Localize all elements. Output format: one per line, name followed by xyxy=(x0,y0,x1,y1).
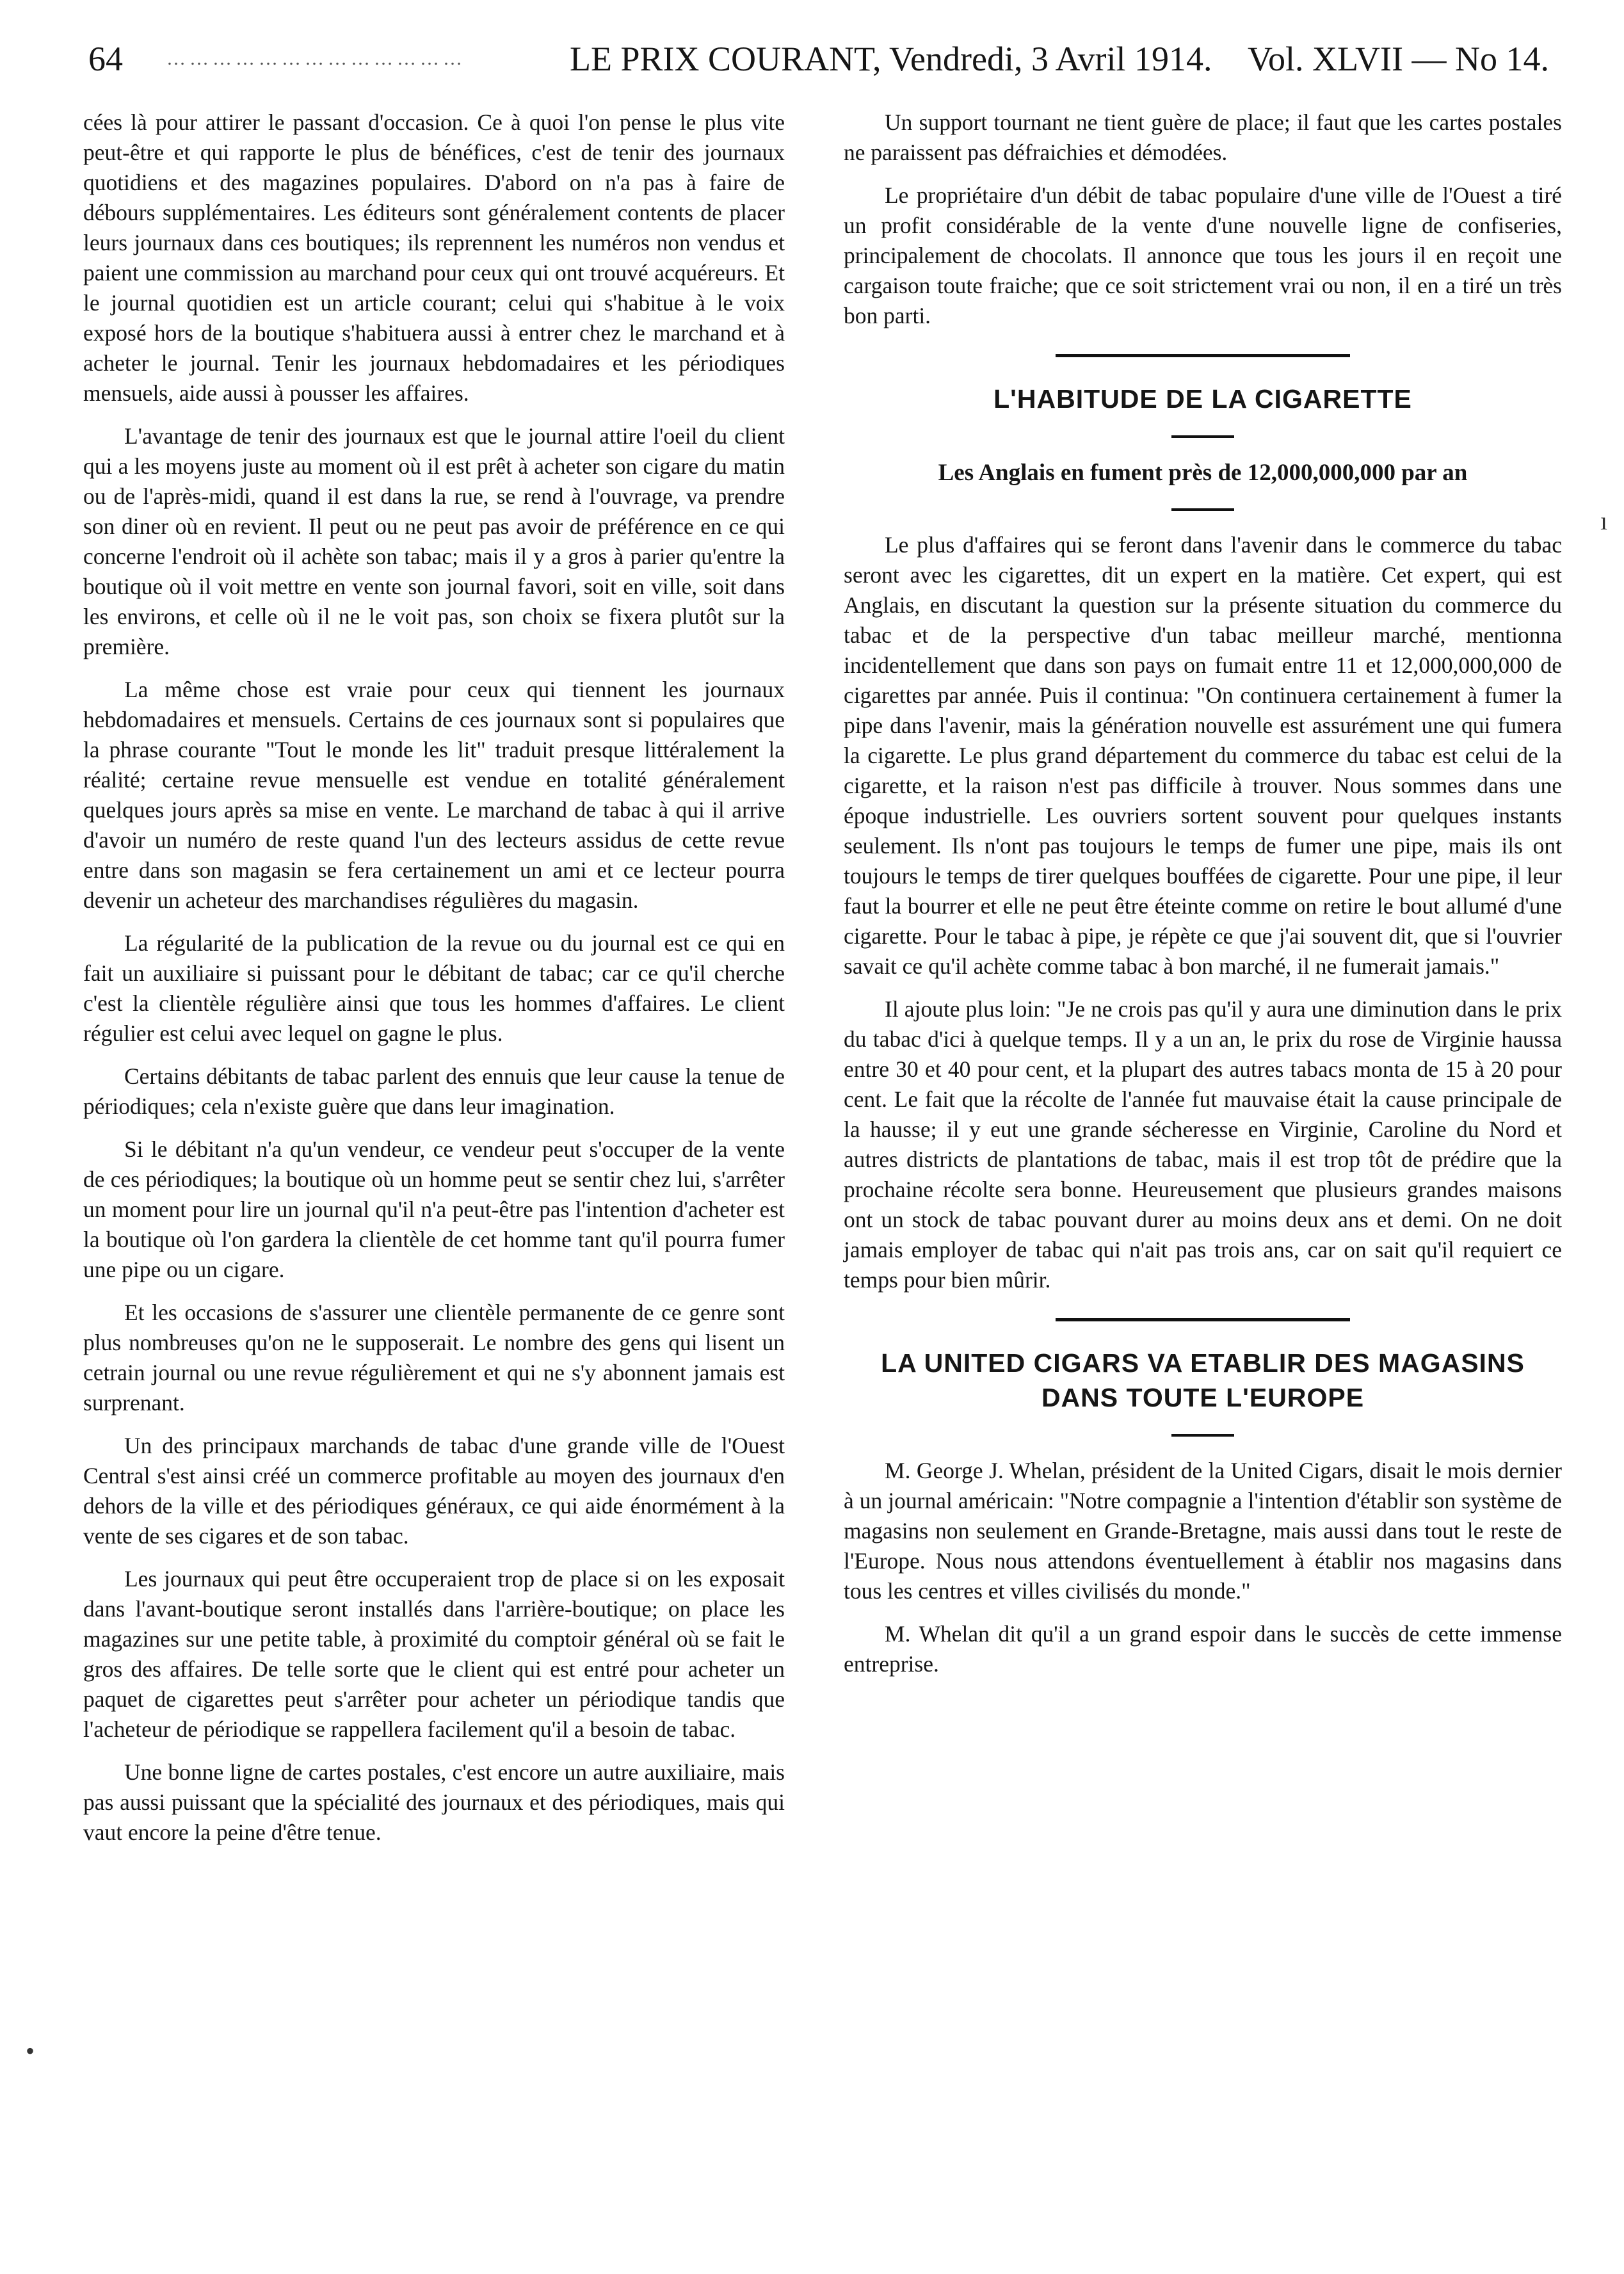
paragraph: Si le débitant n'a qu'un vendeur, ce vendeur peut s'occuper de la vente de ces périodiques; la boutique où un homme peut se sentir chez lui, s'arrêter un moment pour lire un journal qu'il n'a peut-être pas l'intention d'acheter est la boutique où l'on gardera la clientèle de cet homme tant qu'il pourra fumer une pipe ou un cigare. xyxy=(83,1136,785,1282)
paragraph: Une bonne ligne de cartes postales, c'est encore un autre auxiliaire, mais pas aussi puissant que la spécialité des journaux et des périodiques, mais qui vaut encore la peine d'être tenue. xyxy=(83,1759,785,1845)
article-title-line: LA UNITED CIGARS VA ETABLIR DES MAGASINS xyxy=(881,1348,1525,1378)
paragraph: La régularité de la publication de la revue ou du journal est ce qui en fait un auxiliaire si puissant pour le débitant de tabac; car ce qu'il cherche c'est la clientèle régulière ainsi que tous les hommes d'affaires. Le client régulier est celui avec lequel on gagne le plus. xyxy=(83,930,785,1046)
paragraph: Un des principaux marchands de tabac d'une grande ville de l'Ouest Central s'est ainsi créé un commerce profitable au moyen des journaux d'en dehors de la ville et des périodiques généraux, ce qui aide énormément à la vente de ses cigares et de son tabac. xyxy=(83,1433,785,1549)
newspaper-title: LE PRIX COURANT, Vendredi, 3 Avril 1914. xyxy=(570,40,1212,78)
margin-mark: ı xyxy=(1600,506,1608,535)
section-rule xyxy=(1056,354,1350,357)
paragraph: M. George J. Whelan, président de la United Cigars, disait le mois dernier à un journal américain: "Notre compagnie a l'intention d'établir son système de magasins non seulement en Grande-Bretagne, mais aussi dans tout le reste de l'Europe. Nous nous attendons éventuellement à établir nos magasins dans tous les centres et villes civilisés du monde." xyxy=(844,1458,1562,1604)
paragraph: Il ajoute plus loin: "Je ne crois pas qu'il y aura une diminution dans le prix du tabac d'ici à quelque temps. Il y a un an, le prix du rose de Virginie haussa entre 30 et 40 pour cent, et la plupart des autres tabacs monta de 15 à 20 pour cent. Le fait que la récolte de l'année fut mauvaise était la cause principale de la hausse; il y eut une grande sécheresse en Virginie, Caroline du Nord et autres districts de plantations de tabac, mais il est trop tôt de prédire que la prochaine récolte sera bonne. Heureusement que plusieurs grandes maisons ont un stock de tabac pouvant durer au moins deux ans et demi. On ne doit jamais employer de tabac qui n'ait pas trois ans, car on sait qu'il requiert ce temps pour bien mûrir. xyxy=(844,996,1562,1293)
paragraph: cées là pour attirer le passant d'occasion. Ce à quoi l'on pense le plus vite peut-être et qui rapporte le plus de bénéfices, c'est de tenir des journaux quotidiens et des magazines populaires. D'abord on n'a pas à faire de débours supplémentaires. Les éditeurs sont généralement contents de placer leurs journaux dans ces boutiques; ils reprennent les numéros non vendus et paient une commission au marchand pour ceux qui ont trouvé acquéreurs. Et le journal quotidien est un article courant; celui qui s'habitue à le voix exposé hors de la boutique s'habituera aussi à entrer chez le marchand et à acheter le journal. Tenir les journaux hebdomadaires et les périodiques mensuels, aide aussi à pousser les affaires. xyxy=(83,109,785,406)
title-rule xyxy=(1171,1434,1234,1437)
paragraph: Les journaux qui peut être occuperaient trop de place si on les exposait dans l'avant-boutique seront installés dans l'arrière-boutique; on place les magazines sur une petite table, à proximité du comptoir général où se fait le gros des affaires. De telle sorte que le client qui est entré pour acheter un paquet de cigarettes peut s'arrêter pour acheter un périodique tandis que l'acheteur de périodique se rappellera facilement qu'il a besoin de tabac. xyxy=(83,1566,785,1742)
header-leader: ………………………………… xyxy=(166,48,466,69)
article-united-cigars xyxy=(844,1346,1562,1679)
page-number: 64 xyxy=(88,40,123,78)
volume-number: Vol. XLVII — No 14. xyxy=(1247,40,1549,78)
paragraph: Un support tournant ne tient guère de place; il faut que les cartes postales ne paraissent pas défraichies et démodées. xyxy=(844,109,1562,165)
margin-mark: • xyxy=(26,2036,35,2065)
paragraph: La même chose est vraie pour ceux qui tiennent les journaux hebdomadaires et mensuels. Certains de ces journaux sont si populaires que la phrase courante "Tout le monde les lit" traduit presque littéralement la réalité; certaine revue mensuelle est vendue en totalité généralement quelques jours après sa mise en vente. Le marchand de tabac à qui il arrive d'avoir un numéro de reste quand l'un des lecteurs assidus de cette revue entre dans son magasin se fera certainement un ami et ce lecteur pourra devenir un acheteur des marchandises régulières du magasin. xyxy=(83,677,785,913)
paragraph: Le propriétaire d'un débit de tabac populaire d'une ville de l'Ouest a tiré un profit considérable de la vente d'une nouvelle ligne de confiseries, principalement de chocolats. Il annonce que tous les jours il en reçoit une cargaison toute fraiche; que ce soit strictement vrai ou non, il en a tiré un très bon parti. xyxy=(844,182,1562,328)
article-cigarette-habit xyxy=(844,382,1562,1295)
title-rule xyxy=(1171,435,1234,438)
right-column xyxy=(844,108,1562,1692)
paragraph: Le plus d'affaires qui se feront dans l'avenir dans le commerce du tabac seront avec les cigarettes, dit un expert en la matière. Cet expert, qui est Anglais, en discutant la question sur la présente situation du commerce du tabac et de la perspective d'un tabac meilleur marché, mentionna incidentellement que dans son pays on fumait entre 11 et 12,000,000,000 de cigarettes par année. Puis il continua: "On continuera certainement à fumer la pipe dans l'avenir, mais la génération nouvelle est assurément une qui fumera la cigarette. Le plus grand département du commerce du tabac est celui de la cigarette, et la raison n'est pas difficile à trouver. Nous sommes dans une époque industrielle. Les ouvriers sortent souvent pour quelques instants seulement. Ils n'ont pas toujours le temps de fumer une pipe, mais ils ont toujours le temps de tirer quelques bouffées de cigarette. Pour une pipe, il leur faut la bourrer et elle ne peut être éteinte comme on retire le bout allumé d'une cigarette. Pour le tabac à pipe, je répète ce que j'ai souvent dit, que si l'ouvrier savait ce qu'il achète comme tabac à bon marché, il ne fumerait jamais." xyxy=(844,532,1562,979)
subtitle-rule xyxy=(1171,508,1234,511)
paragraph: M. Whelan dit qu'il a un grand espoir dans le succès de cette immense entreprise. xyxy=(844,1621,1562,1677)
article-subtitle: Les Anglais en fument près de 12,000,000,000 par an xyxy=(938,460,1468,486)
paragraph: L'avantage de tenir des journaux est que le journal attire l'oeil du client qui a les moyens juste au moment où il est prêt à acheter son cigare du matin ou de l'après-midi, quand il est dans la rue, se rend à l'ouvrage, va prendre son diner où en revient. Il peut ou ne peut pas avoir de préférence en ce qui concerne l'endroit où il achète son tabac; mais il y a gros à parier qu'entre la boutique où il voit mettre en vente son journal favori, soit en ville, soit dans les environs, et celle où il ne le voit pas, son choix se fixera plutôt sur la première. xyxy=(83,423,785,659)
left-column xyxy=(83,108,785,1860)
section-rule xyxy=(1056,1318,1350,1321)
paragraph: Et les occasions de s'assurer une clientèle permanente de ce genre sont plus nombreuses qu'on ne le supposerait. Le nombre des gens qui lisent un cetrain journal ou une revue régulièrement et qui ne s'y abonnent jamais est surprenant. xyxy=(83,1300,785,1415)
running-head xyxy=(83,33,1549,85)
article-title-line: DANS TOUTE L'EUROPE xyxy=(1041,1383,1365,1412)
article-title: L'HABITUDE DE LA CIGARETTE xyxy=(993,384,1412,414)
paragraph: Certains débitants de tabac parlent des ennuis que leur cause la tenue de périodiques; cela n'existe guère que dans leur imagination. xyxy=(83,1063,785,1119)
